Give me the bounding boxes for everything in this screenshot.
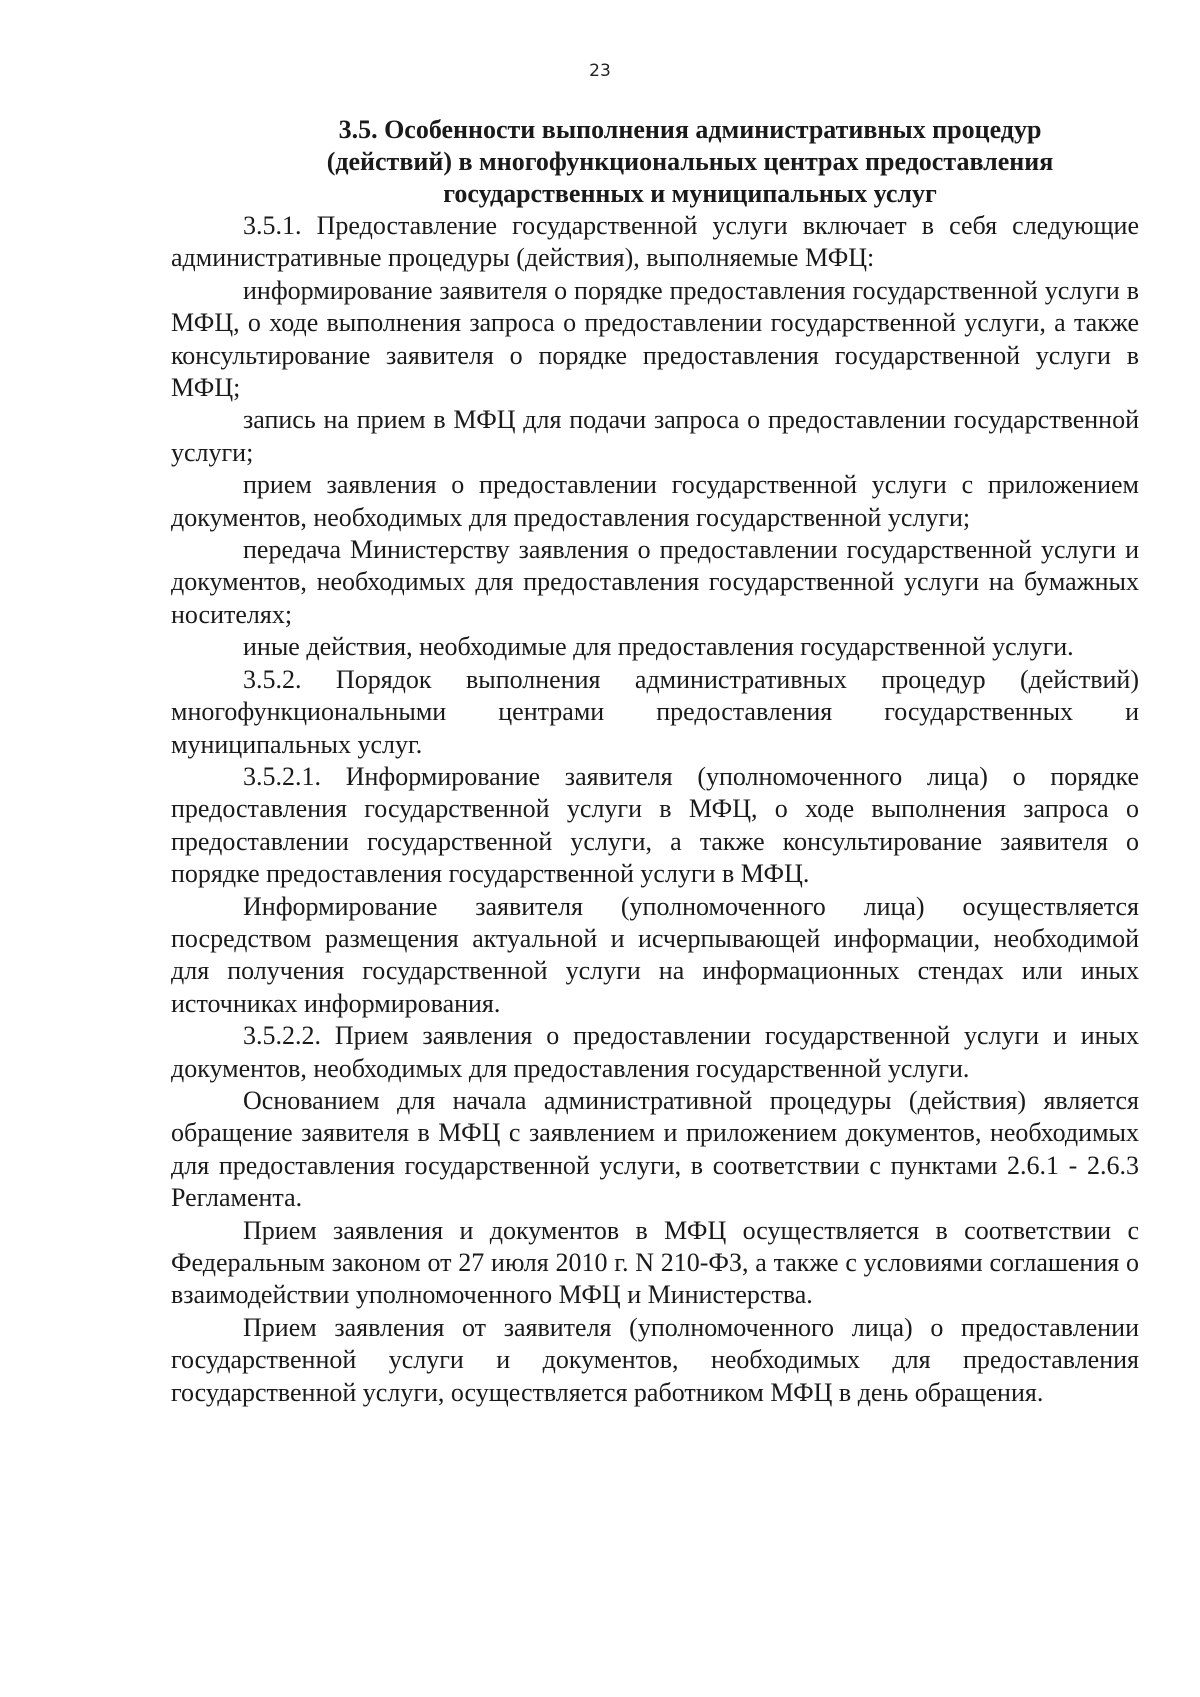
paragraph-intake-by-worker: Прием заявления от заявителя (уполномоченного лица) о предоставлении государственной услуги и документов, необходимых для предоставления государственной услуги, осуществляется работником МФЦ в день обращения. [171, 1312, 1139, 1407]
list-item-informing: информирование заявителя о порядке предоставления государственной услуги в МФЦ, о ходе выполнения запроса о предоставлении государственной услуги, а также консультирование заявителя о порядке предоставления государственной услуги в МФЦ; [171, 275, 1139, 403]
section-heading-line: государственных и муниципальных услуг [443, 179, 937, 208]
list-item-application-intake: прием заявления о предоставлении государственной услуги с приложением документов, необходимых для предоставления государственной услуги; [171, 470, 1139, 532]
paragraph-3-5-2: 3.5.2. Порядок выполнения административных процедур (действий) многофункциональными центрами предоставления государственных и муниципальных услуг. [171, 664, 1139, 759]
list-item-transfer-to-ministry: передача Министерству заявления о предоставлении государственной услуги и документов, необходимых для предоставления государственной услуги на бумажных носителях; [171, 535, 1139, 629]
paragraph-3-5-2-1: 3.5.2.1. Информирование заявителя (уполномоченного лица) о порядке предоставления государственной услуги в МФЦ, о ходе выполнения запроса о предоставлении государственной услуги, а также консультирование заявителя о порядке предоставления государственной услуги в МФЦ. [171, 761, 1139, 889]
paragraph-3-5-1: 3.5.1. Предоставление государственной услуги включает в себя следующие административные процедуры (действия), выполняемые МФЦ: [171, 211, 1139, 273]
section-heading-line: 3.5. Особенности выполнения административных процедур [338, 115, 1042, 144]
paragraph-informing-method: Информирование заявителя (уполномоченного лица) осуществляется посредством размещения актуальной и исчерпывающей информации, необходимой для получения государственной услуги на информационных стендах или иных источниках информирования. [171, 891, 1139, 1018]
document-body [171, 114, 1139, 1409]
paragraph-procedure-basis: Основанием для начала административной процедуры (действия) является обращение заявителя в МФЦ с заявлением и приложением документов, необходимых для предоставления государственной услуги, в соответствии с пунктами 2.6.1 - 2.6.3 Регламента. [171, 1085, 1139, 1213]
section-heading [241, 114, 1139, 210]
paragraph-3-5-2-2: 3.5.2.2. Прием заявления о предоставлении государственной услуги и иных документов, необходимых для предоставления государственной услуги. [171, 1021, 1139, 1083]
section-heading-line: (действий) в многофункциональных центрах предоставления [326, 147, 1054, 176]
list-item-appointment: запись на прием в МФЦ для подачи запроса о предоставлении государственной услуги; [171, 405, 1139, 467]
list-item-other-actions: иные действия, необходимые для предоставления государственной услуги. [243, 632, 1074, 662]
page-number: 23 [589, 61, 611, 81]
paragraph-federal-law: Прием заявления и документов в МФЦ осуществляется в соответствии с Федеральным законом от 27 июля 2010 г. N 210-ФЗ, а также с условиями соглашения о взаимодействии уполномоченного МФЦ и Министерства. [171, 1215, 1139, 1310]
